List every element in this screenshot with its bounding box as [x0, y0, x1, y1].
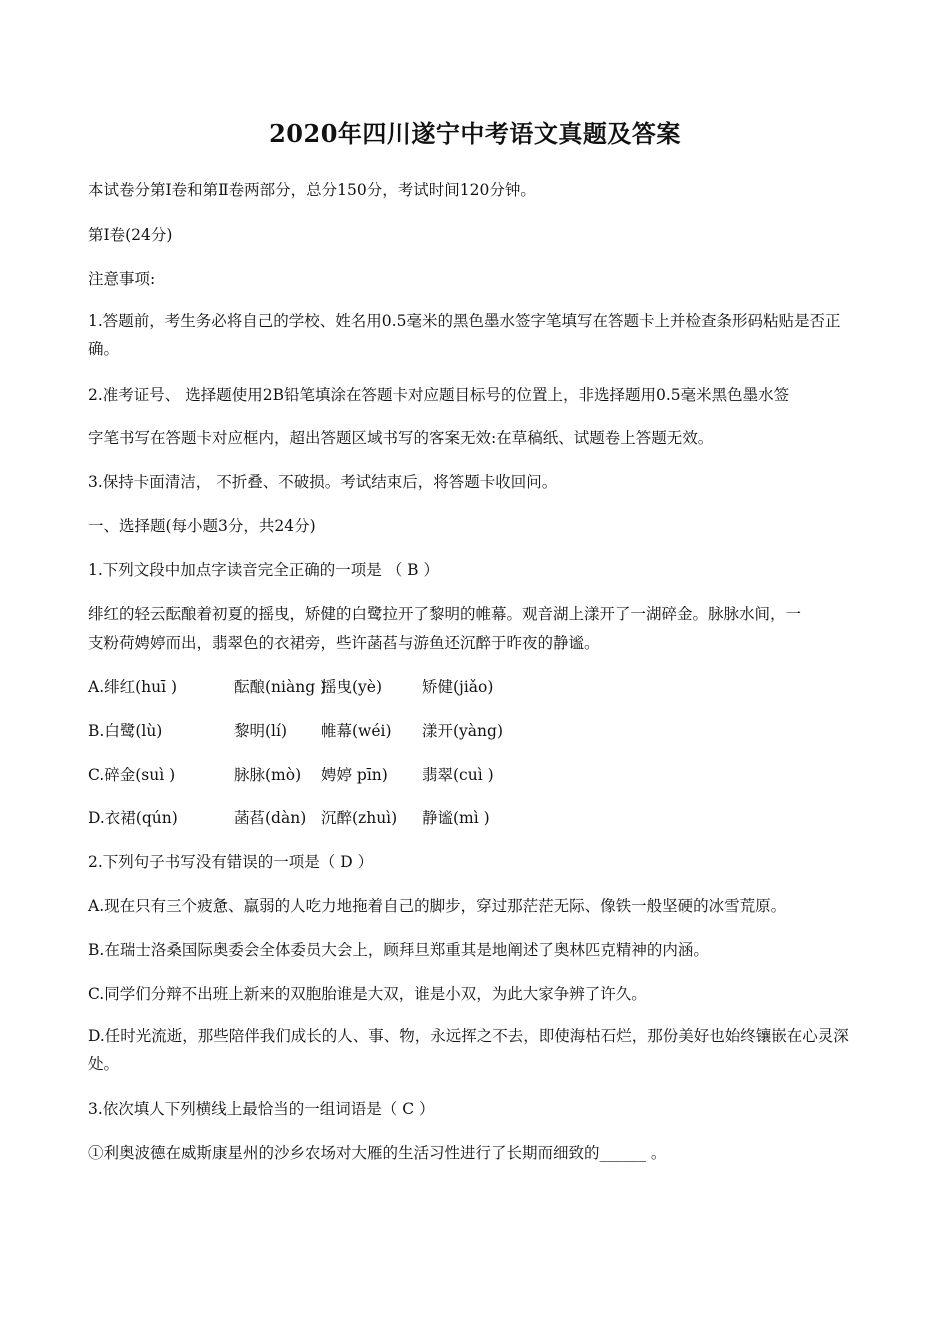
question-3-item-1: ①利奥波德在威斯康星州的沙乡农场对大雁的生活习性进行了长期而细致的______ 。 — [88, 1144, 667, 1162]
question-1-option-a — [88, 676, 868, 698]
page-title: 2020年四川遂宁中考语文真题及答案 — [269, 119, 681, 148]
option-term: 静谧(mì ) — [422, 809, 490, 827]
question-1-passage-line-1: 绯红的轻云酝酿着初夏的摇曳，矫健的白鹭拉开了黎明的帷幕。观音湖上漾开了一湖碎金。脉脉水间，一 — [88, 605, 802, 623]
option-term: 菡萏(dàn) — [234, 809, 307, 827]
notice-item-2-cont: 字笔书写在答题卡对应框内，超出答题区域书写的客案无效:在草稿纸、试题卷上答题无效。 — [88, 429, 714, 447]
option-term: A.绯红(huī ) — [88, 678, 178, 696]
question-1-option-b — [88, 720, 868, 742]
option-term: 酝酿(niàng ) — [234, 678, 327, 696]
question-1-option-c — [88, 764, 868, 786]
option-term: 矫健(jiǎo) — [422, 678, 494, 696]
question-1-option-d — [88, 807, 868, 829]
notice-item-1: 1.答题前，考生务必将自己的学校、姓名用0.5毫米的黑色墨水签字笔填写在答题卡上并检查条形码粘贴是否正确。 — [88, 312, 841, 358]
option-term: D.衣裙(qún) — [88, 809, 178, 827]
option-term: 娉婷 pīn) — [321, 766, 388, 784]
question-2-stem: 2.下列句子书写没有错误的一项是（ D ） — [88, 853, 374, 871]
question-2-option-d: D.任时光流逝，那些陪伴我们成长的人、事、物，永远挥之不去，即使海枯石烂，那份美好也始终镶嵌在心灵深处。 — [88, 1027, 849, 1073]
notice-item-2: 2.准考证号、 选择题使用2B铅笔填涂在答题卡对应题目标号的位置上，非选择题用0.5毫米黑色墨水签 — [88, 386, 790, 404]
question-1-passage-line-2: 支粉荷娉婷而出，翡翠色的衣裙旁，些许菡萏与游鱼还沉醉于昨夜的静谧。 — [88, 634, 600, 652]
option-term: 脉脉(mò) — [234, 766, 302, 784]
option-term: 摇曳(yè) — [321, 678, 383, 696]
notice-item-3: 3.保持卡面清洁， 不折叠、不破损。考试结束后，将答题卡收回问。 — [88, 473, 558, 491]
intro-text: 本试卷分第Ⅰ卷和第Ⅱ卷两部分，总分150分，考试时间120分钟。 — [88, 181, 536, 199]
option-term: 翡翠(cuì ) — [422, 766, 494, 784]
notice-heading: 注意事项: — [88, 270, 156, 288]
option-term: 帷幕(wéi) — [321, 722, 392, 740]
question-2-option-a: A.现在只有三个疲惫、羸弱的人吃力地拖着自己的脚步，穿过那茫茫无际、像铁一般坚硬的冰雪荒原。 — [88, 897, 787, 915]
option-term: 沉醉(zhuì) — [321, 809, 398, 827]
option-term: 漾开(yàng) — [422, 722, 503, 740]
question-1-stem: 1.下列文段中加点字读音完全正确的一项是 （ B ） — [88, 561, 439, 579]
question-2-option-c: C.同学们分辩不出班上新来的双胞胎谁是大双，谁是小双，为此大家争辨了许久。 — [88, 985, 647, 1003]
question-3-stem: 3.依次填人下列横线上最恰当的一组词语是（ C ） — [88, 1100, 435, 1118]
option-term: B.白鹭(lù) — [88, 722, 163, 740]
question-2-option-b: B.在瑞士洛桑国际奥委会全体委员大会上，顾拜旦郑重其是地阐述了奥林匹克精神的内涵。 — [88, 941, 709, 959]
section-heading: 第Ⅰ卷(24分) — [88, 226, 173, 244]
part-heading: 一、选择题(每小题3分，共24分) — [88, 517, 316, 535]
option-term: 黎明(lí) — [234, 722, 288, 740]
option-term: C.碎金(suì ) — [88, 766, 176, 784]
